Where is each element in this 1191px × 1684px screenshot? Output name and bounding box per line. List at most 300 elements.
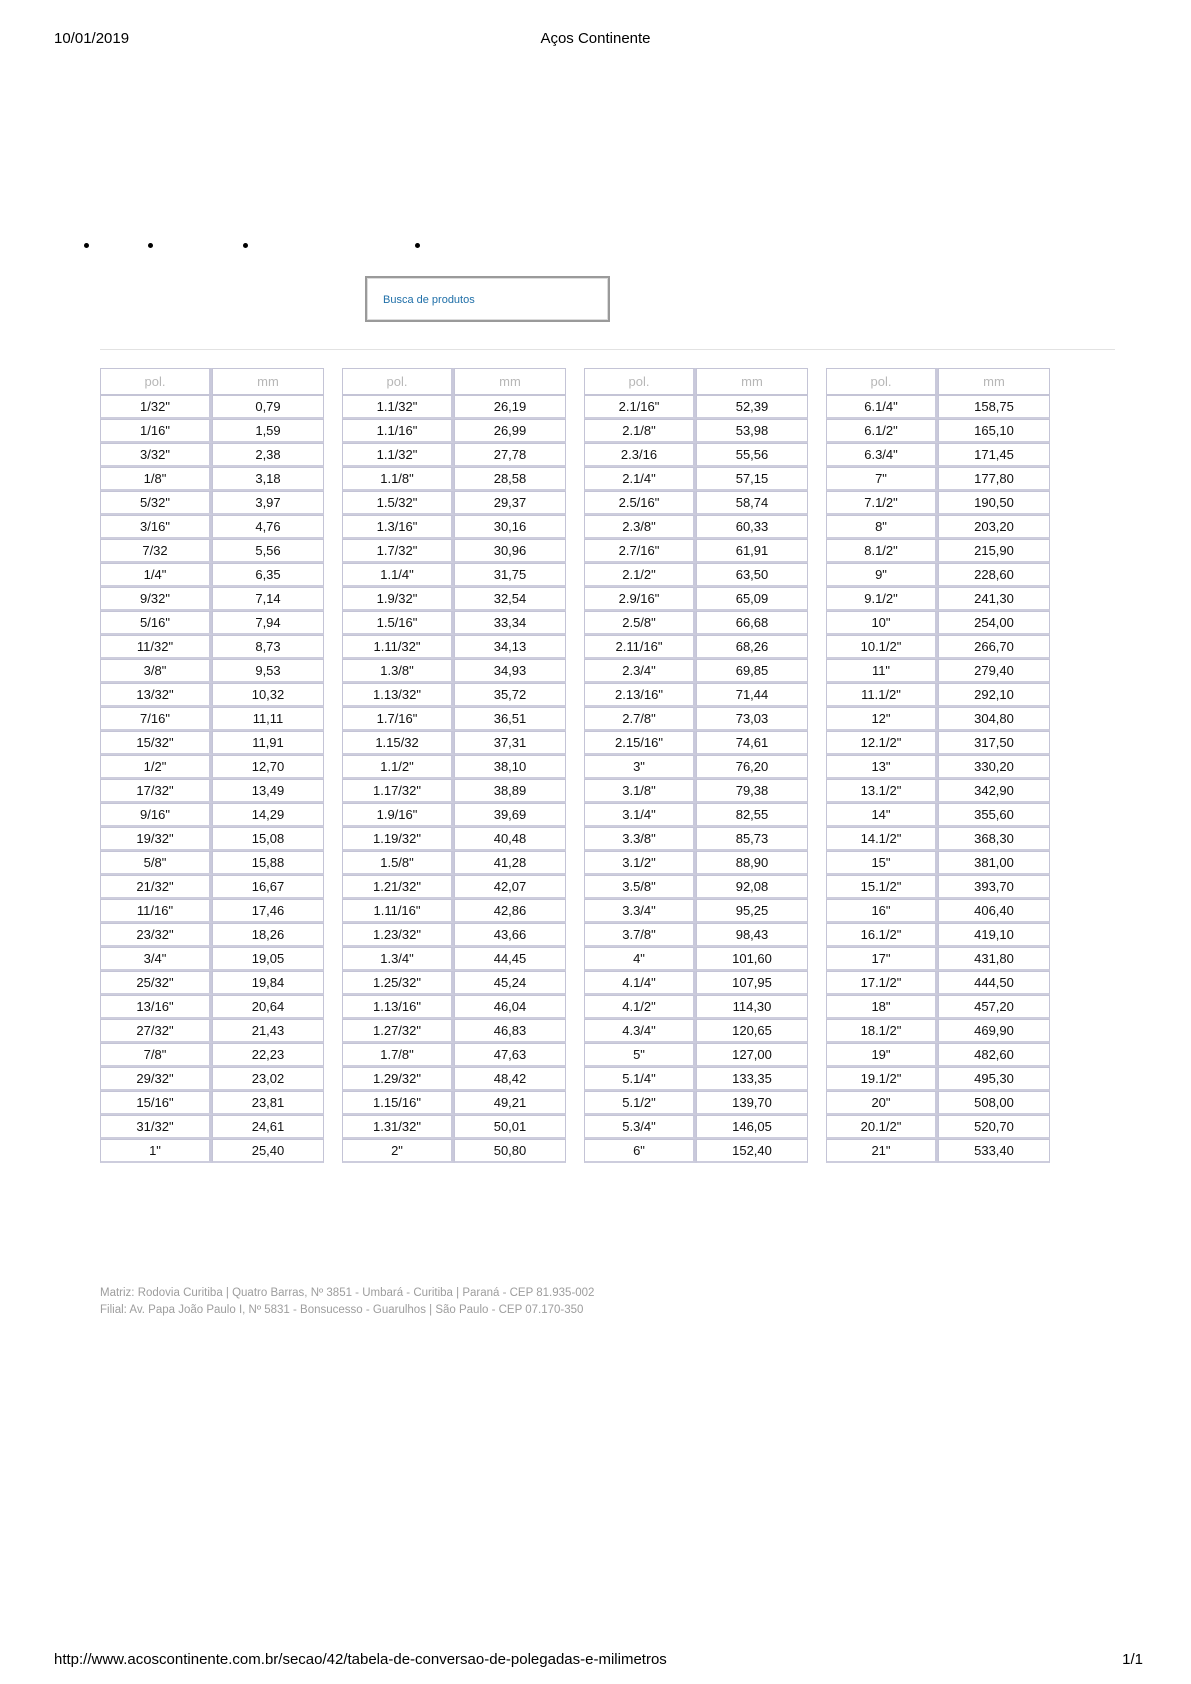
inch-cell: 20" <box>826 1091 938 1115</box>
mm-cell: 46,04 <box>454 995 566 1019</box>
mm-cell: 26,19 <box>454 395 566 419</box>
table-row <box>584 1067 808 1091</box>
mm-cell: 20,64 <box>212 995 324 1019</box>
nav-bullet-icon[interactable] <box>415 243 420 248</box>
mm-cell: 203,20 <box>938 515 1050 539</box>
table-row <box>584 875 808 899</box>
mm-cell: 44,45 <box>454 947 566 971</box>
column-header-mm: mm <box>454 368 566 395</box>
mm-cell: 37,31 <box>454 731 566 755</box>
inch-cell: 3.1/8" <box>584 779 696 803</box>
inch-cell: 3.5/8" <box>584 875 696 899</box>
print-date: 10/01/2019 <box>54 30 130 47</box>
table-row <box>826 635 1050 659</box>
mm-cell: 12,70 <box>212 755 324 779</box>
table-row <box>826 1091 1050 1115</box>
inch-cell: 9/16" <box>100 803 212 827</box>
table-row <box>342 803 566 827</box>
table-row <box>826 587 1050 611</box>
inch-cell: 3.3/4" <box>584 899 696 923</box>
inch-cell: 2" <box>342 1139 454 1163</box>
inch-cell: 1.1/16" <box>342 419 454 443</box>
mm-cell: 2,38 <box>212 443 324 467</box>
table-row <box>100 491 324 515</box>
table-row <box>826 851 1050 875</box>
mm-cell: 419,10 <box>938 923 1050 947</box>
mm-cell: 53,98 <box>696 419 808 443</box>
inch-cell: 4.1/2" <box>584 995 696 1019</box>
inch-cell: 1.7/32" <box>342 539 454 563</box>
mm-cell: 146,05 <box>696 1115 808 1139</box>
inch-cell: 11/16" <box>100 899 212 923</box>
mm-cell: 304,80 <box>938 707 1050 731</box>
inch-cell: 25/32" <box>100 971 212 995</box>
table-row <box>100 755 324 779</box>
mm-cell: 66,68 <box>696 611 808 635</box>
inch-cell: 4" <box>584 947 696 971</box>
table-row <box>826 515 1050 539</box>
table-row <box>584 587 808 611</box>
inch-cell: 11/32" <box>100 635 212 659</box>
mm-cell: 14,29 <box>212 803 324 827</box>
mm-cell: 330,20 <box>938 755 1050 779</box>
mm-cell: 42,07 <box>454 875 566 899</box>
inch-cell: 4.3/4" <box>584 1019 696 1043</box>
print-header <box>54 30 1137 50</box>
inch-cell: 18.1/2" <box>826 1019 938 1043</box>
inch-cell: 12" <box>826 707 938 731</box>
mm-cell: 0,79 <box>212 395 324 419</box>
inch-cell: 1.9/32" <box>342 587 454 611</box>
mm-cell: 482,60 <box>938 1043 1050 1067</box>
mm-cell: 92,08 <box>696 875 808 899</box>
table-row <box>584 635 808 659</box>
inch-cell: 10.1/2" <box>826 635 938 659</box>
inch-cell: 4.1/4" <box>584 971 696 995</box>
mm-cell: 34,93 <box>454 659 566 683</box>
inch-cell: 14" <box>826 803 938 827</box>
mm-cell: 38,89 <box>454 779 566 803</box>
inch-cell: 2.5/16" <box>584 491 696 515</box>
table-row <box>826 611 1050 635</box>
mm-cell: 15,08 <box>212 827 324 851</box>
column-header-inch: pol. <box>584 368 696 395</box>
table-row <box>584 779 808 803</box>
mm-cell: 41,28 <box>454 851 566 875</box>
conversion-tables <box>100 368 1115 1232</box>
table-row <box>584 971 808 995</box>
inch-cell: 1/8" <box>100 467 212 491</box>
mm-cell: 38,10 <box>454 755 566 779</box>
inch-cell: 6.3/4" <box>826 443 938 467</box>
inch-cell: 5.3/4" <box>584 1115 696 1139</box>
mm-cell: 127,00 <box>696 1043 808 1067</box>
table-row <box>342 827 566 851</box>
mm-cell: 11,91 <box>212 731 324 755</box>
mm-cell: 381,00 <box>938 851 1050 875</box>
inch-cell: 2.15/16" <box>584 731 696 755</box>
inch-cell: 7/32 <box>100 539 212 563</box>
table-row <box>584 899 808 923</box>
mm-cell: 317,50 <box>938 731 1050 755</box>
print-footer <box>54 1651 1143 1671</box>
inch-cell: 15/32" <box>100 731 212 755</box>
mm-cell: 55,56 <box>696 443 808 467</box>
table-row <box>100 1043 324 1067</box>
mm-cell: 50,80 <box>454 1139 566 1163</box>
inch-cell: 3.3/8" <box>584 827 696 851</box>
table-row <box>100 587 324 611</box>
mm-cell: 42,86 <box>454 899 566 923</box>
table-row <box>342 1043 566 1067</box>
inch-cell: 1.13/16" <box>342 995 454 1019</box>
page-number: 1/1 <box>1122 1651 1143 1668</box>
inch-cell: 1" <box>100 1139 212 1163</box>
inch-cell: 1.23/32" <box>342 923 454 947</box>
inch-cell: 2.13/16" <box>584 683 696 707</box>
table-row <box>342 731 566 755</box>
table-row <box>100 467 324 491</box>
nav-bullet-icon[interactable] <box>148 243 153 248</box>
table-row <box>342 875 566 899</box>
inch-cell: 3/32" <box>100 443 212 467</box>
inch-cell: 13/32" <box>100 683 212 707</box>
table-row <box>826 443 1050 467</box>
table-row <box>100 395 324 419</box>
inch-cell: 1.15/32 <box>342 731 454 755</box>
table-row <box>584 1091 808 1115</box>
column-header-inch: pol. <box>342 368 454 395</box>
inch-cell: 1.1/4" <box>342 563 454 587</box>
table-row <box>100 947 324 971</box>
table-row <box>584 1115 808 1139</box>
inch-cell: 1/4" <box>100 563 212 587</box>
mm-cell: 48,42 <box>454 1067 566 1091</box>
mm-cell: 342,90 <box>938 779 1050 803</box>
table-row <box>342 995 566 1019</box>
table-row <box>584 827 808 851</box>
table-row <box>100 539 324 563</box>
mm-cell: 19,05 <box>212 947 324 971</box>
table-row <box>100 611 324 635</box>
table-row <box>826 995 1050 1019</box>
mm-cell: 13,49 <box>212 779 324 803</box>
inch-cell: 5/32" <box>100 491 212 515</box>
inch-cell: 6" <box>584 1139 696 1163</box>
mm-cell: 241,30 <box>938 587 1050 611</box>
mm-cell: 98,43 <box>696 923 808 947</box>
mm-cell: 254,00 <box>938 611 1050 635</box>
table-row <box>584 563 808 587</box>
mm-cell: 58,74 <box>696 491 808 515</box>
inch-cell: 1.1/8" <box>342 467 454 491</box>
mm-cell: 43,66 <box>454 923 566 947</box>
table-row <box>342 923 566 947</box>
inch-cell: 2.7/8" <box>584 707 696 731</box>
table-row <box>584 419 808 443</box>
mm-cell: 292,10 <box>938 683 1050 707</box>
mm-cell: 368,30 <box>938 827 1050 851</box>
mm-cell: 7,94 <box>212 611 324 635</box>
table-row <box>342 851 566 875</box>
inch-cell: 19/32" <box>100 827 212 851</box>
table-row <box>826 1139 1050 1163</box>
table-row <box>342 1019 566 1043</box>
mm-cell: 120,65 <box>696 1019 808 1043</box>
mm-cell: 15,88 <box>212 851 324 875</box>
inch-cell: 1.5/8" <box>342 851 454 875</box>
table-row <box>826 1043 1050 1067</box>
table-row <box>342 1115 566 1139</box>
inch-cell: 1.7/16" <box>342 707 454 731</box>
inch-cell: 7/16" <box>100 707 212 731</box>
mm-cell: 393,70 <box>938 875 1050 899</box>
inch-cell: 15" <box>826 851 938 875</box>
inch-cell: 5.1/2" <box>584 1091 696 1115</box>
inch-cell: 15/16" <box>100 1091 212 1115</box>
inch-cell: 2.3/8" <box>584 515 696 539</box>
mm-cell: 4,76 <box>212 515 324 539</box>
table-row <box>826 875 1050 899</box>
inch-cell: 21/32" <box>100 875 212 899</box>
mm-cell: 63,50 <box>696 563 808 587</box>
mm-cell: 36,51 <box>454 707 566 731</box>
mm-cell: 6,35 <box>212 563 324 587</box>
table-row <box>584 683 808 707</box>
inch-cell: 19.1/2" <box>826 1067 938 1091</box>
mm-cell: 18,26 <box>212 923 324 947</box>
inch-cell: 17.1/2" <box>826 971 938 995</box>
inch-cell: 2.1/4" <box>584 467 696 491</box>
mm-cell: 11,11 <box>212 707 324 731</box>
mm-cell: 508,00 <box>938 1091 1050 1115</box>
table-row <box>342 1067 566 1091</box>
mm-cell: 431,80 <box>938 947 1050 971</box>
table-row <box>584 659 808 683</box>
inch-cell: 1.1/2" <box>342 755 454 779</box>
inch-cell: 1.11/32" <box>342 635 454 659</box>
mm-cell: 215,90 <box>938 539 1050 563</box>
inch-cell: 1.9/16" <box>342 803 454 827</box>
inch-cell: 1.1/32" <box>342 443 454 467</box>
mm-cell: 266,70 <box>938 635 1050 659</box>
inch-cell: 1.19/32" <box>342 827 454 851</box>
table-row <box>826 419 1050 443</box>
table-row <box>584 707 808 731</box>
table-row <box>584 851 808 875</box>
mm-cell: 52,39 <box>696 395 808 419</box>
search-input[interactable] <box>383 290 583 310</box>
inch-cell: 27/32" <box>100 1019 212 1043</box>
table-row <box>100 851 324 875</box>
inch-cell: 10" <box>826 611 938 635</box>
inch-cell: 3.7/8" <box>584 923 696 947</box>
table-row <box>584 443 808 467</box>
inch-cell: 17" <box>826 947 938 971</box>
mm-cell: 5,56 <box>212 539 324 563</box>
mm-cell: 177,80 <box>938 467 1050 491</box>
mm-cell: 88,90 <box>696 851 808 875</box>
mm-cell: 1,59 <box>212 419 324 443</box>
mm-cell: 29,37 <box>454 491 566 515</box>
mm-cell: 279,40 <box>938 659 1050 683</box>
mm-cell: 139,70 <box>696 1091 808 1115</box>
mm-cell: 469,90 <box>938 1019 1050 1043</box>
table-row <box>100 803 324 827</box>
table-row <box>342 947 566 971</box>
mm-cell: 28,58 <box>454 467 566 491</box>
inch-cell: 1.13/32" <box>342 683 454 707</box>
inch-cell: 1.31/32" <box>342 1115 454 1139</box>
table-row <box>826 563 1050 587</box>
nav-bullet-icon[interactable] <box>243 243 248 248</box>
table-row <box>100 1139 324 1163</box>
inch-cell: 7.1/2" <box>826 491 938 515</box>
inch-cell: 2.1/8" <box>584 419 696 443</box>
inch-cell: 20.1/2" <box>826 1115 938 1139</box>
mm-cell: 10,32 <box>212 683 324 707</box>
inch-cell: 1.17/32" <box>342 779 454 803</box>
inch-cell: 3.1/2" <box>584 851 696 875</box>
mm-cell: 165,10 <box>938 419 1050 443</box>
inch-cell: 14.1/2" <box>826 827 938 851</box>
table-row <box>826 539 1050 563</box>
table-row <box>342 491 566 515</box>
mm-cell: 190,50 <box>938 491 1050 515</box>
inch-cell: 3/16" <box>100 515 212 539</box>
inch-cell: 5.1/4" <box>584 1067 696 1091</box>
table-row <box>826 1019 1050 1043</box>
table-row <box>100 899 324 923</box>
mm-cell: 71,44 <box>696 683 808 707</box>
mm-cell: 9,53 <box>212 659 324 683</box>
mm-cell: 7,14 <box>212 587 324 611</box>
mm-cell: 25,40 <box>212 1139 324 1163</box>
mm-cell: 533,40 <box>938 1139 1050 1163</box>
table-row <box>100 563 324 587</box>
inch-cell: 9/32" <box>100 587 212 611</box>
table-row <box>100 971 324 995</box>
table-row <box>826 899 1050 923</box>
table-row <box>342 755 566 779</box>
table-row <box>342 1091 566 1115</box>
table-row <box>100 683 324 707</box>
inch-cell: 1.5/16" <box>342 611 454 635</box>
mm-cell: 228,60 <box>938 563 1050 587</box>
inch-cell: 1.3/8" <box>342 659 454 683</box>
table-row <box>584 995 808 1019</box>
inch-cell: 1.5/32" <box>342 491 454 515</box>
inch-cell: 1.1/32" <box>342 395 454 419</box>
inch-cell: 2.3/4" <box>584 659 696 683</box>
inch-cell: 9" <box>826 563 938 587</box>
table-row <box>100 827 324 851</box>
table-row <box>826 827 1050 851</box>
inch-cell: 18" <box>826 995 938 1019</box>
inch-cell: 5/16" <box>100 611 212 635</box>
table-row <box>342 395 566 419</box>
conversion-table <box>342 368 566 1163</box>
inch-cell: 1.7/8" <box>342 1043 454 1067</box>
mm-cell: 520,70 <box>938 1115 1050 1139</box>
mm-cell: 61,91 <box>696 539 808 563</box>
conversion-table <box>100 368 324 1163</box>
table-row <box>342 611 566 635</box>
inch-cell: 13" <box>826 755 938 779</box>
inch-cell: 1/16" <box>100 419 212 443</box>
inch-cell: 6.1/4" <box>826 395 938 419</box>
table-row <box>584 947 808 971</box>
mm-cell: 79,38 <box>696 779 808 803</box>
table-row <box>826 467 1050 491</box>
table-row <box>584 491 808 515</box>
inch-cell: 8.1/2" <box>826 539 938 563</box>
table-row <box>826 803 1050 827</box>
mm-cell: 19,84 <box>212 971 324 995</box>
inch-cell: 16" <box>826 899 938 923</box>
table-row <box>826 731 1050 755</box>
table-row <box>584 731 808 755</box>
divider <box>100 349 1115 350</box>
table-row <box>342 467 566 491</box>
table-row <box>826 947 1050 971</box>
inch-cell: 12.1/2" <box>826 731 938 755</box>
mm-cell: 406,40 <box>938 899 1050 923</box>
table-row <box>826 659 1050 683</box>
column-header-mm: mm <box>696 368 808 395</box>
inch-cell: 1.27/32" <box>342 1019 454 1043</box>
mm-cell: 23,02 <box>212 1067 324 1091</box>
mm-cell: 33,34 <box>454 611 566 635</box>
mm-cell: 22,23 <box>212 1043 324 1067</box>
table-row <box>826 491 1050 515</box>
inch-cell: 5" <box>584 1043 696 1067</box>
conversion-table <box>584 368 808 1163</box>
mm-cell: 16,67 <box>212 875 324 899</box>
mm-cell: 26,99 <box>454 419 566 443</box>
search-box <box>365 276 610 322</box>
inch-cell: 2.5/8" <box>584 611 696 635</box>
mm-cell: 8,73 <box>212 635 324 659</box>
nav-menu <box>0 243 600 257</box>
table-row <box>342 635 566 659</box>
mm-cell: 73,03 <box>696 707 808 731</box>
inch-cell: 9.1/2" <box>826 587 938 611</box>
table-row <box>100 875 324 899</box>
mm-cell: 49,21 <box>454 1091 566 1115</box>
nav-bullet-icon[interactable] <box>84 243 89 248</box>
mm-cell: 30,16 <box>454 515 566 539</box>
table-row <box>584 755 808 779</box>
table-row <box>342 683 566 707</box>
inch-cell: 1/2" <box>100 755 212 779</box>
inch-cell: 3/8" <box>100 659 212 683</box>
inch-cell: 7/8" <box>100 1043 212 1067</box>
inch-cell: 1.3/4" <box>342 947 454 971</box>
mm-cell: 27,78 <box>454 443 566 467</box>
table-row <box>100 515 324 539</box>
table-row <box>826 707 1050 731</box>
table-row <box>826 683 1050 707</box>
mm-cell: 3,97 <box>212 491 324 515</box>
table-row <box>342 899 566 923</box>
inch-cell: 13/16" <box>100 995 212 1019</box>
inch-cell: 2.11/16" <box>584 635 696 659</box>
inch-cell: 16.1/2" <box>826 923 938 947</box>
inch-cell: 3.1/4" <box>584 803 696 827</box>
table-row <box>826 1067 1050 1091</box>
inch-cell: 2.1/16" <box>584 395 696 419</box>
